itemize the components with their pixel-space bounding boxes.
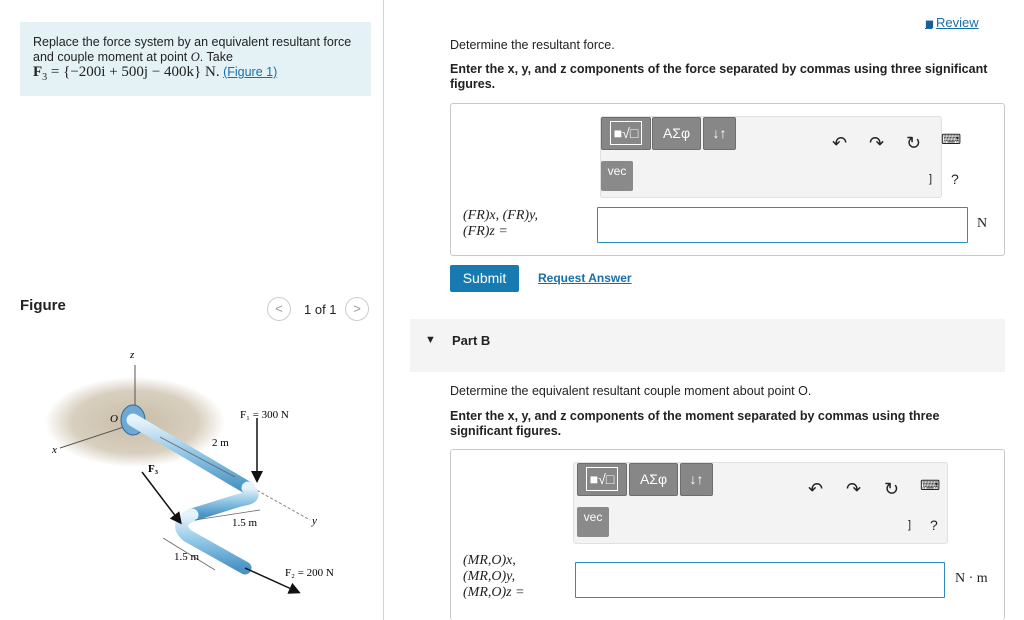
dim-1-5m-a: 1.5 m [232,517,258,529]
greek-button-b[interactable]: ΑΣφ [629,463,678,496]
undo-icon[interactable]: ↶ [832,133,848,153]
panel-divider [383,0,384,620]
templates-button-b[interactable]: ■√□ [577,463,627,496]
arrows-button-b[interactable]: ↓↑ [680,463,713,496]
part-a-toolbar [600,116,962,198]
keyboard-icon-b[interactable]: ⌨ [920,477,941,493]
part-a-unit: N [977,216,988,231]
part-a-instructions: Enter the x, y, and z components of the force separated by commas using three significant figures. [450,62,988,91]
part-b-question: Determine the equivalent resultant couple moment about point O. [450,384,812,398]
part-a-var-label: (FR)x, (FR)y, (FR)z = [463,208,539,239]
review-link[interactable]: ▮▮ Review [925,15,979,30]
z-axis-label: z [130,349,135,361]
reset-icon[interactable]: ↻ [906,133,922,153]
review-bars-icon: ▮▮ [925,19,933,30]
undo-icon-b[interactable]: ↶ [808,479,824,499]
redo-icon[interactable]: ↷ [869,133,885,153]
templates-button[interactable]: ■√□ [601,117,651,150]
part-b-header[interactable] [410,319,1005,372]
keyboard-icon[interactable]: ⌨ [941,131,962,147]
part-b-var-label: (MR,O)x, (MR,O)y, (MR,O)z = [463,553,525,600]
f3-arrow [142,472,180,522]
collapse-caret-icon[interactable]: ▼ [425,334,436,346]
y-axis-label: y [312,515,317,527]
vec-button-b[interactable]: vec [577,507,609,537]
bracket-icon: ] [929,173,933,185]
part-b-title[interactable]: Part B [452,333,491,348]
part-a-answer-box [450,103,1005,256]
part-a-answer-input[interactable] [597,207,968,243]
problem-text: Replace the force system by an equivalent resultant force and couple moment at point [33,35,352,64]
problem-statement: Replace the force system by an equivalent resultant force and couple moment at point O. Take $F_3 = \{-200i + 500j - 400k\}$ N. (Figure 1) [20,22,371,96]
submit-button[interactable]: Submit [450,265,519,292]
prev-figure-button[interactable]: < [267,297,291,321]
figure-link[interactable]: (Figure 1) [223,65,278,79]
help-icon-b[interactable]: ? [930,517,938,533]
part-b-answer-input[interactable] [575,562,945,598]
reset-icon-b[interactable]: ↻ [884,479,900,499]
origin-label: O [110,413,118,425]
figure-heading: Figure [20,297,66,314]
part-b-instructions: Enter the x, y, and z components of the moment separated by commas using three significant figures. [450,409,940,438]
x-axis-label: x [52,444,57,456]
next-figure-button[interactable]: > [345,297,369,321]
f3-expression: $F_3 = \{-200i + 500j - 400k\}$ N. [33,64,220,83]
f2-label: F₂ = 200 N [285,567,334,579]
arrows-button[interactable]: ↓↑ [703,117,736,150]
part-b-answer-box [450,449,1005,620]
redo-icon-b[interactable]: ↷ [846,479,862,499]
figure-pager: 1 of 1 [304,302,337,317]
request-answer-link[interactable]: Request Answer [538,271,632,285]
part-b-unit: N · m [955,571,988,586]
dim-1-5m-b: 1.5 m [174,551,200,563]
f3-label: F₃ [148,463,159,475]
dim-2m: 2 m [212,437,229,449]
pipe-figure [20,330,370,610]
bracket-icon-b: ] [908,519,912,531]
greek-button[interactable]: ΑΣφ [652,117,701,150]
problem-point: O [190,50,200,64]
part-b-toolbar [573,462,948,544]
part-a-question: Determine the resultant force. [450,38,615,52]
vec-button[interactable]: vec [601,161,633,191]
f1-label: F₁ = 300 N [240,409,289,421]
help-icon[interactable]: ? [951,171,959,187]
